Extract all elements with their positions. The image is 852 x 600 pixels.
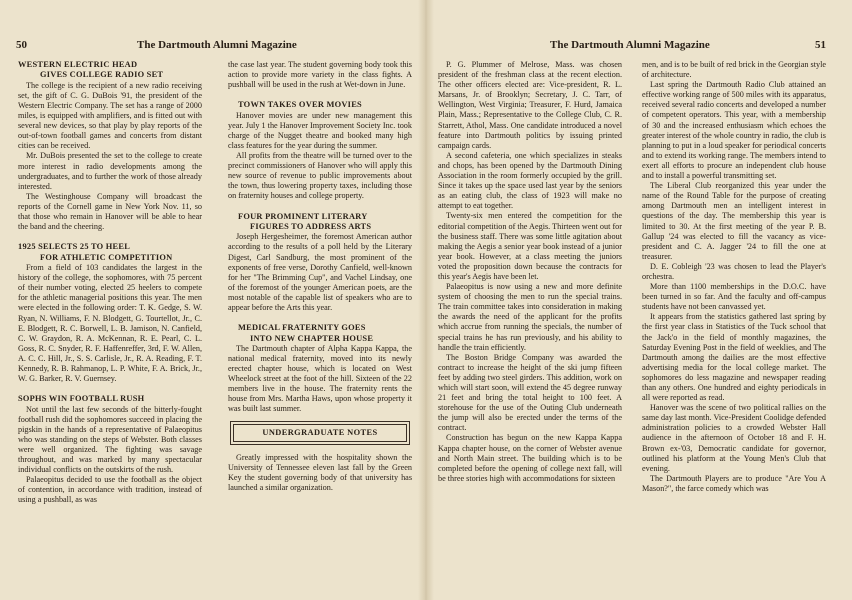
right-page-column-1: [438, 60, 622, 484]
paragraph: Hanover was the scene of two political rallies on the same day last month. Vice-President Coolidge defended administration policies to a crowded Webster Hall audience in the afternoon of October 18 and F. H. Brown ex-'03, Democratic candidate for governor, outlined his platform at the Young Men's Club that evening.: [642, 403, 826, 473]
article-heading: MEDICAL FRATERNITY GOES: [238, 323, 366, 333]
article-heading: SOPHS WIN FOOTBALL RUSH: [18, 394, 145, 404]
paragraph: All profits from the theatre will be turned over to the precinct commissioners of Hanover who will apply this new source of revenue to public improvements about the town, thus lowering property taxes, including those on fraternity houses and college property.: [228, 151, 412, 201]
left-page-column-2: [228, 60, 412, 493]
left-page: [0, 0, 424, 600]
article-heading: INTO NEW CHAPTER HOUSE: [250, 333, 374, 343]
paragraph: Last spring the Dartmouth Radio Club attained an effective working range of 500 miles with its apparatus, received several radio concerts and developed a number of competent operators. This year, with a membership of 30 and the increased enthusiasm which echoes the greater interest of the whole country in radio, the club is planning to put in a loud speaker for periodical concerts and to extend its working range. The members intend to exert all efforts to procure an independent club house and to install a powerful transmitting set.: [642, 80, 826, 181]
article-heading: 1925 SELECTS 25 TO HEEL: [18, 242, 131, 252]
paragraph: It appears from the statistics gathered last spring by the first year class in Statistics of the Tuck school that the Jack'o in the field of monthly magazines, the Saturday Evening Post in the field of weeklies, and The Dartmouth among the dailies are the most effective advertising media for the local college market. The sophomores do less magazine and newspaper reading than any others. One hundred and eighty periodicals in all were reported as read.: [642, 312, 826, 403]
paragraph: Hanover movies are under new management this year. July 1 the Hanover Improvement Society Inc. took charge of the Nugget theatre and booked many high class features for the year during the summer.: [228, 110, 412, 150]
article-heading: FOR ATHLETIC COMPETITION: [40, 252, 173, 262]
article-heading: TOWN TAKES OVER MOVIES: [238, 100, 362, 110]
paragraph: The Boston Bridge Company was awarded the contract to increase the height of the ski jump fifteen feet by adding two steel girders. This addition, work on which will start soon, will extend the 45 degree runway 21 feet and bring the total height to 100 feet. A storehouse for the use of the Outing Club underneath the jump will also be erected under the terms of the contract.: [438, 352, 622, 433]
paragraph: Twenty-six men entered the competition for the editorial competition of the Aegis. Thirteen went out for the business staff. There was some little agitation about making the Aegis a senior year book instead of a junior year book. However, at a class meeting the juniors voted the proposition down because the contracts for this year's Aegis have been let.: [438, 211, 622, 281]
paragraph: men, and is to be built of red brick in the Georgian style of architecture.: [642, 60, 826, 80]
running-head-left: The Dartmouth Alumni Magazine: [137, 39, 297, 51]
article-heading: FIGURES TO ADDRESS ARTS: [250, 221, 372, 231]
paragraph: The college is the recipient of a new radio receiving set, the gift of C. G. DuBois '91, the president of the Western Electric Company. The set has a range of 2000 miles, is equipped with amplifiers, and is fitted out with several new devices, so that play by play reports of the out-of-town football games and concerts from distant cities can be received.: [18, 80, 202, 151]
article-heading: WESTERN ELECTRIC HEAD: [18, 60, 138, 69]
paragraph: From a field of 103 candidates the largest in the history of the college, the sophomores, with 75 percent of their number voting, elected 25 heelers to compete for the athletic managerial positions this year. The men were elected in the following order: T. K. Gedge, S. W. Ryan, N. Williams, F. N. Blodgett, G. Tourtellot, Jr., C. E. Blodgett, R. C. Borwell, L. B. Jamison, N. Canfield, C. W. Graydon, R. A. McKennan, R. E. Pearl, C. L. Goss, R. C. Snyder, R. F. Haffenreffer, 3rd, F. W. Allen, A. C. C. Hill, Jr., S. S. Carlisle, Jr., R. A. Reading, F. T. Kennedy, R. B. Rahmanop, L. P. White, F. A. Brick, Jr., W. G. Barker, R. V. Guernsey.: [18, 263, 202, 384]
article-heading: FOUR PROMINENT LITERARY: [238, 211, 368, 221]
paragraph: Palaeopitus is now using a new and more definite system of choosing the men to run the special trains. The train committee takes into consideration in making the awards the need of the applicant for the profits which accrue from running the specials, the number of special trains he has run previously, and his ability to handle the train efficiently.: [438, 282, 622, 352]
right-page-column-2: [642, 60, 826, 494]
paragraph: The Liberal Club reorganized this year under the name of the Round Table for the purpose of creating among Dartmouth men an intelligent interest in questions of the day. The membership this year is limited to 30. At the first meeting of the year P. B. Gallup '24 was elected to fill the vacancy as vice-president and C. A. Jagger '24 to fill the one at treasurer.: [642, 181, 826, 261]
paragraph: the case last year. The student governing body took this action to provide more variety in the class fights. A pushball will be used in the rush at Wet-down in June.: [228, 60, 412, 90]
paragraph: More than 1100 memberships in the D.O.C. have been turned in so far. And the faculty and off-campus students have not been canvassed yet.: [642, 282, 826, 312]
page-number-right: 51: [815, 39, 826, 51]
running-head-right: The Dartmouth Alumni Magazine: [550, 39, 710, 51]
paragraph: Greatly impressed with the hospitality shown the University of Tennessee eleven last fall by the Green Key the student governing body of that university has launched a similar organization.: [228, 452, 412, 492]
paragraph: The Dartmouth chapter of Alpha Kappa Kappa, the national medical fraternity, moved into its newly erected chapter house, which is located on West Wheelock street at the foot of the hill. Sixteen of the 22 members live in the house. The fraternity rents the house from Mrs. Martha Haws, upon whose property it was built last summer.: [228, 343, 412, 414]
paragraph: D. E. Cobleigh '23 was chosen to lead the Player's orchestra.: [642, 261, 826, 281]
paragraph: Palaeopitus decided to use the football as the object of contention, in accordance with tradition, instead of using a pushball, as was: [18, 475, 202, 505]
page-number-left: 50: [16, 39, 27, 51]
paragraph: Not until the last few seconds of the bitterly-fought football rush did the sophomores succeed in placing the pigskin in the hands of a representative of Palaeopitus who was standing on the steps of Webster. Both classes were well organized. The fighting was savage throughout, and was marked by many spectacular individual conflicts on the outskirts of the rush.: [18, 404, 202, 475]
paragraph: Construction has begun on the new Kappa Kappa Kappa chapter house, on the corner of Webster avenue and North Main street. The building which is to be completed before the opening of college next fall, will be three stories high with accommodations for sixteen: [438, 433, 622, 483]
section-title: UNDERGRADUATE NOTES: [233, 424, 407, 442]
right-page: [426, 0, 852, 600]
paragraph: Joseph Hergesheimer, the foremost American author according to the results of a poll held by the Literary Digest, Carl Sandburg, the most prominent of the exponents of free verse, Dorothy Canfield, well-known for her "The Brimming Cup", and Vachel Lindsay, one of the foremost of the younger American poets, are the most notable of the capable list of speakers who are to appear before the Arts this year.: [228, 232, 412, 312]
paragraph: The Dartmouth Players are to produce "Are You A Mason?", the farce comedy which was: [642, 473, 826, 493]
paragraph: Mr. DuBois presented the set to the college to create more interest in radio developments among the undergraduates, and to further the work of those already interested.: [18, 151, 202, 191]
paragraph: P. G. Plummer of Melrose, Mass. was chosen president of the freshman class at the recent election. The other officers elected are: Vice-president, R. L. Marsans, Jr. of Brooklyn; Secretary, J. C. Tarr, of Wellington, West Virginia; Treasurer, F. Hurd, Jamaica Plain, Mass.; Representative to the College Club, C. R. Starrett, Athol, Mass. One candidate introduced a novel feature into Dartmouth politics by issuing printed campaign cards.: [438, 60, 622, 150]
paragraph: The Westinghouse Company will broadcast the reports of the Cornell game in New York Nov. 11, so that those who remain in Hanover will be able to hear the band and the cheering.: [18, 191, 202, 232]
paragraph: A second cafeteria, one which specializes in steaks and chops, has been opened by the Dartmouth Dining Association in the room formerly occupied by the grill. Since it takes up the space used last year by the seniors as an eating club, the class of 1923 will make no attempt to eat together.: [438, 150, 622, 211]
article-heading: GIVES COLLEGE RADIO SET: [40, 70, 164, 80]
section-box: [230, 421, 410, 445]
left-page-column-1: [18, 60, 202, 506]
